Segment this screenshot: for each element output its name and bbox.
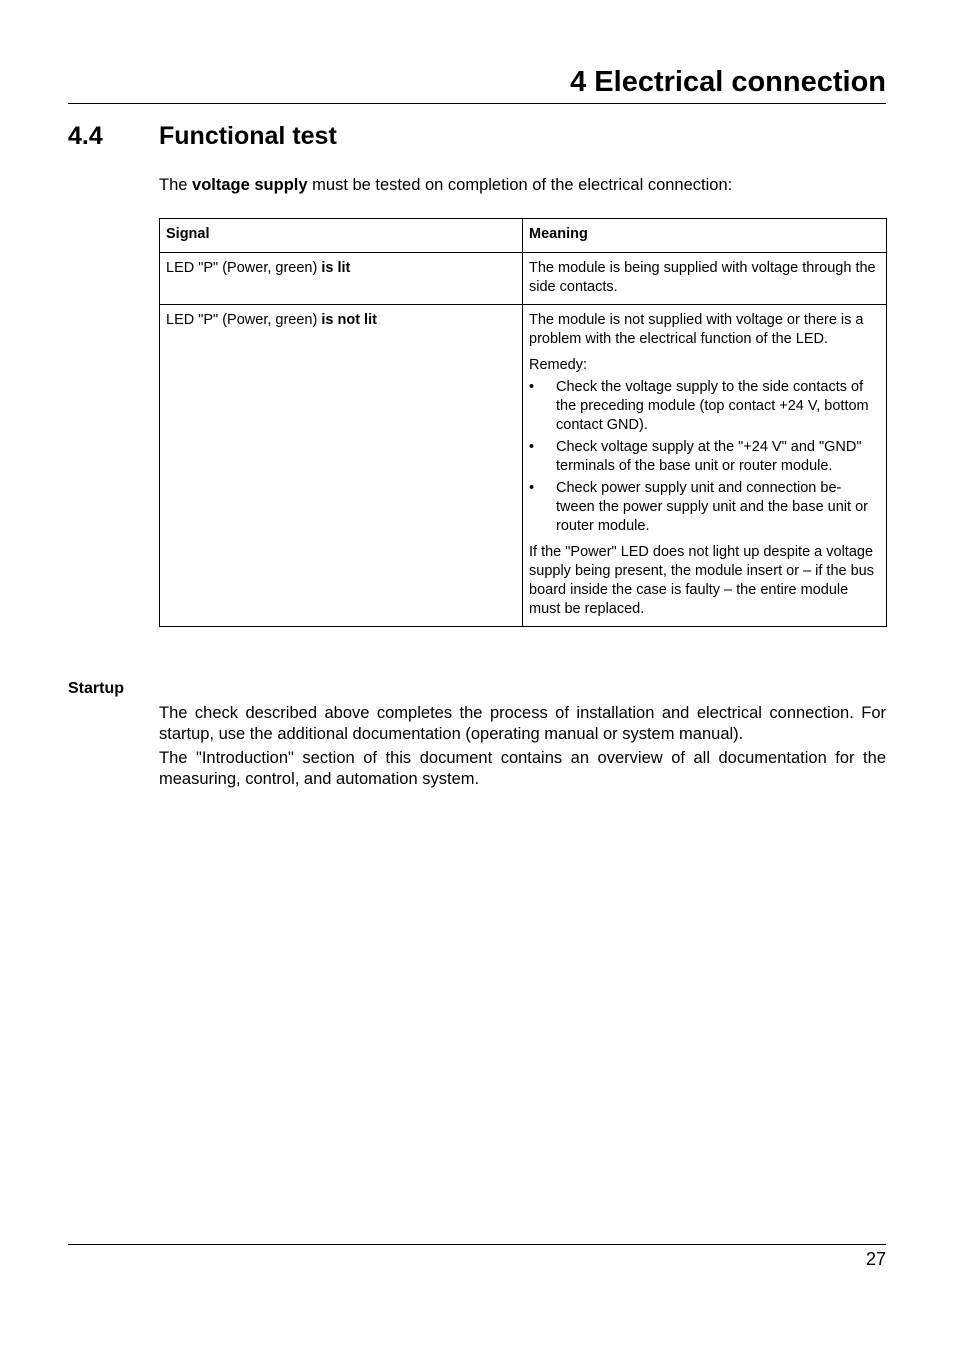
header-signal: Signal — [160, 219, 523, 253]
signal-state: is lit — [321, 260, 351, 276]
section-title: Functional test — [159, 122, 337, 150]
table-header-row — [160, 219, 887, 253]
intro-paragraph — [159, 176, 732, 195]
signal-text: LED "P" (Power, green) — [166, 312, 322, 328]
intro-text-before: The — [159, 176, 193, 194]
remedy-text: Check the voltage supply to the side contacts of the preceding module (top contact +24 V, bottom contact GND). — [556, 379, 869, 433]
intro-bold-term: voltage supply — [192, 176, 308, 194]
list-item — [529, 378, 880, 435]
startup-paragraph-1: The check described above completes the process of installation and electrical connection. For startup, use the additional documentation (operating manual or system manual). — [159, 704, 886, 743]
signal-text: LED "P" (Power, green) — [166, 260, 322, 276]
page-number: 27 — [865, 1249, 886, 1269]
remedy-label: Remedy: — [529, 357, 588, 373]
signal-cell — [160, 253, 523, 305]
meaning-text: The module is not supplied with voltage or there is a problem with the electrical function of the LED. — [529, 312, 864, 347]
table-row — [160, 305, 887, 627]
meaning-outro: If the "Power" LED does not light up despite a voltage supply being present, the module insert or – if the bus board inside the case is faulty – the entire module must be replaced. — [529, 544, 874, 617]
bullet-icon: • — [529, 379, 535, 395]
bullet-icon: • — [529, 480, 535, 496]
footer-rule — [68, 1244, 886, 1245]
header-rule — [68, 103, 886, 104]
signal-table — [159, 218, 887, 627]
remedy-text: Check power supply unit and connection be-tween the power supply unit and the base unit or router module. — [556, 480, 868, 534]
meaning-text: The module is being supplied with voltage through the side contacts. — [529, 260, 876, 295]
signal-state: is not lit — [321, 312, 377, 328]
section-number: 4.4 — [68, 122, 103, 150]
bullet-icon: • — [529, 439, 535, 455]
table-row — [160, 253, 887, 305]
remedy-text: Check voltage supply at the "+24 V" and "GND" terminals of the base unit or router module. — [556, 439, 862, 474]
intro-text-after: must be tested on completion of the electrical connection: — [307, 176, 733, 194]
startup-paragraph-2: The "Introduction" section of this document contains an overview of all documentation for the measuring, control, and automation system. — [159, 749, 886, 788]
startup-heading: Startup — [68, 680, 124, 697]
signal-cell — [160, 305, 523, 627]
list-item — [529, 438, 880, 476]
meaning-cell — [523, 253, 887, 305]
remedy-list — [529, 378, 880, 536]
header-meaning: Meaning — [523, 219, 887, 253]
meaning-cell — [523, 305, 887, 627]
chapter-title: 4 Electrical connection — [570, 66, 886, 98]
list-item — [529, 479, 880, 536]
